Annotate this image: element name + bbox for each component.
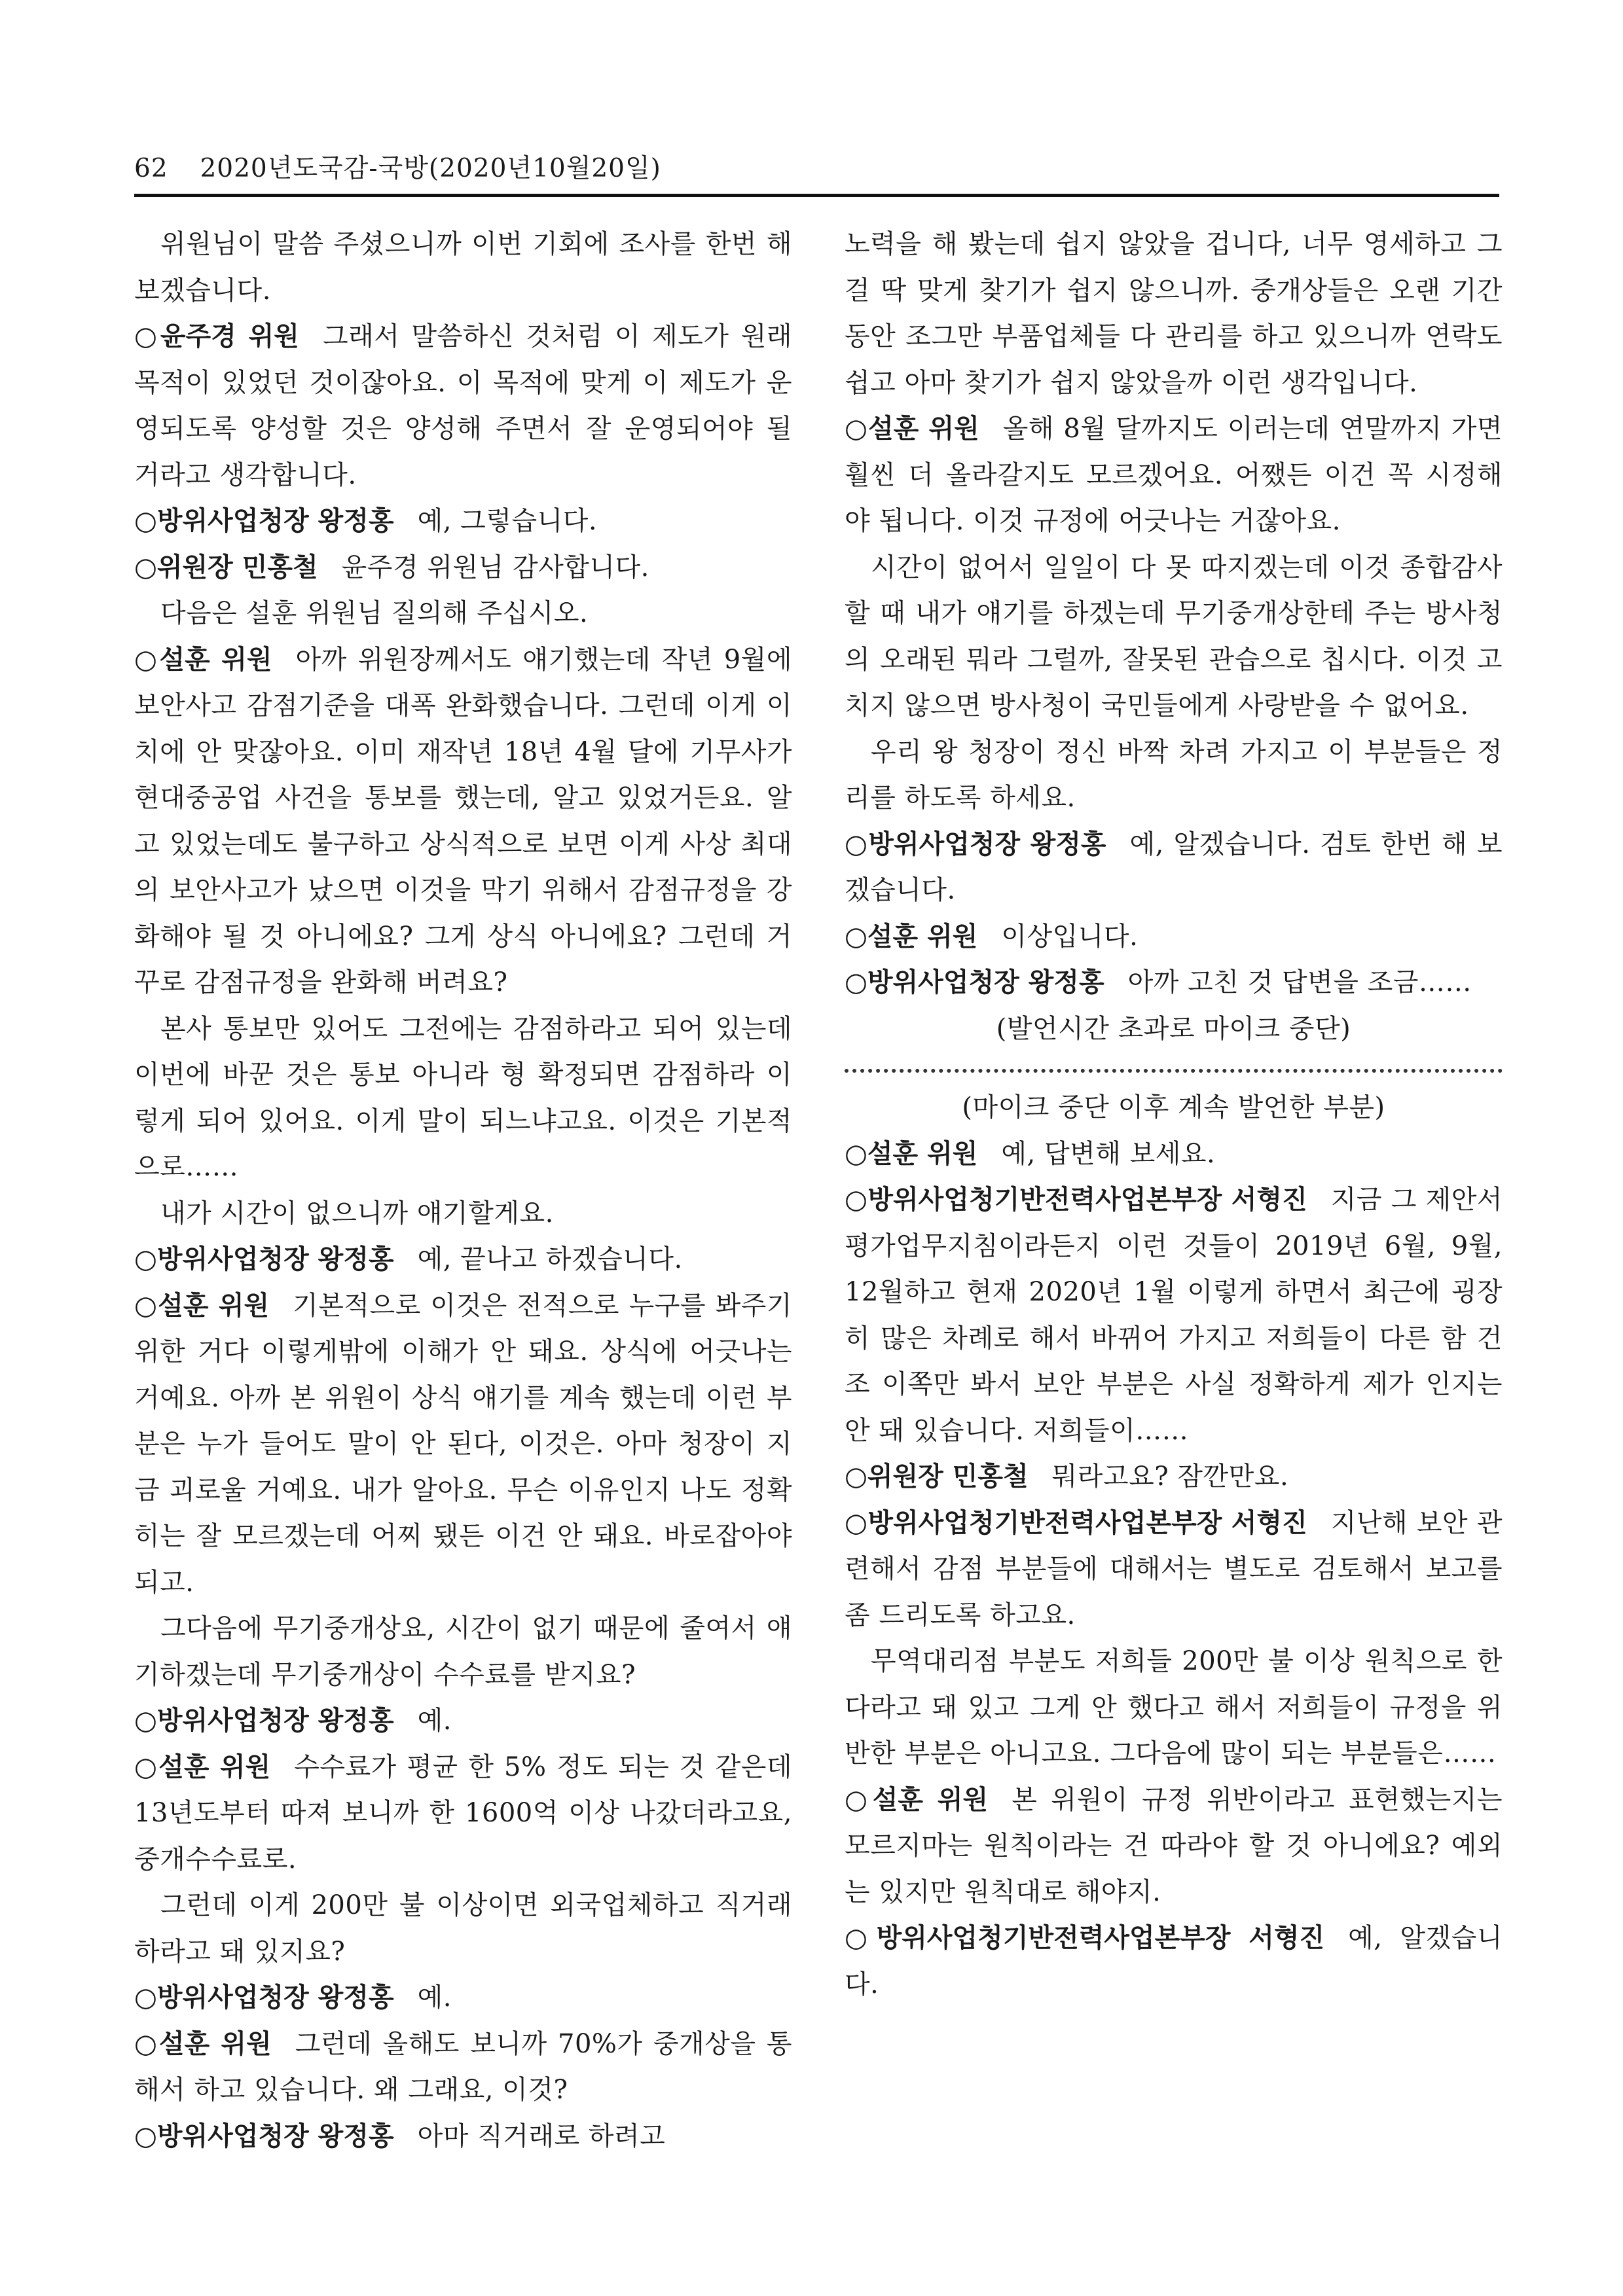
speech-paragraph xyxy=(845,1915,1503,2007)
speaker-name: ○설훈 위원 xyxy=(134,644,272,675)
speech-paragraph xyxy=(134,498,792,545)
left-column xyxy=(134,221,792,2159)
speech-text: 우리 왕 청장이 정신 바짝 차려 가지고 이 부분들은 정리를 하도록 하세요. xyxy=(845,736,1503,813)
speech-text: 다음은 설훈 위원님 질의해 주십시오. xyxy=(160,598,589,628)
dotted-divider xyxy=(845,1069,1503,1073)
speech-paragraph xyxy=(134,2021,792,2113)
speech-text: 수수료가 평균 한 5% 정도 되는 것 같은데 13년도부터 따져 보니까 한 1600억 이상 나갔더라고요, 중개수수료로. xyxy=(134,1751,793,1874)
speech-text: 지금 그 제안서 평가업무지침이라든지 이런 것들이 2019년 6월, 9월, 12월하고 현재 2020년 1월 이렇게 하면서 최근에 굉장히 많은 차례로 해서 바뀌어 가지고 저희들이 다른 함 건조 이쪽만 봐서 보안 부분은 사실 정확하게 제가 인지는 안 돼 있습니다. 저희들이…… xyxy=(845,1185,1503,1446)
speaker-name: ○방위사업청장 왕정홍 xyxy=(134,1982,394,2013)
speech-paragraph xyxy=(845,1500,1503,1639)
text-paragraph xyxy=(134,1882,792,1975)
speaker-name: ○방위사업청기반전력사업본부장 서형진 xyxy=(845,1185,1307,1215)
speech-text: 무역대리점 부분도 저희들 200만 불 이상 원칙으로 한다라고 돼 있고 그게 안 했다고 해서 저희들이 규정을 위반한 부분은 아니고요. 그다음에 많이 되는 부분들은…… xyxy=(845,1646,1503,1768)
speech-text: 본사 통보만 있어도 그전에는 감점하라고 되어 있는데 이번에 바꾼 것은 통보 아니라 형 확정되면 감점하라 이렇게 되어 있어요. 이게 말이 되느냐고요. 이것은 기본적으로…… xyxy=(134,1013,792,1182)
speech-paragraph xyxy=(845,1454,1503,1500)
speech-text: 아마 직거래로 하려고 xyxy=(417,2121,666,2151)
speech-text: 위원님이 말씀 주셨으니까 이번 기회에 조사를 한번 해 보겠습니다. xyxy=(134,229,792,306)
speech-paragraph xyxy=(845,914,1503,960)
speech-paragraph xyxy=(134,545,792,591)
speech-text: 뭐라고요? 잠깐만요. xyxy=(1051,1462,1289,1492)
speech-text: 아까 위원장께서도 얘기했는데 작년 9월에 보안사고 감점기준을 대폭 완화했습니다. 그런데 이게 이치에 안 맞잖아요. 이미 재작년 18년 4월 달에 기무사가 현대중공업 사건을 통보를 했는데, 알고 있었거든요. 알고 있었는데도 불구하고 상식적으로 보면 이게 사상 최대의 보안사고가 났으면 이것을 막기 위해서 감점규정을 강화해야 될 것 아니에요? 그게 상식 아니에요? 그런데 거꾸로 감점규정을 완화해 버려요? xyxy=(134,644,792,997)
speaker-name: ○설훈 위원 xyxy=(845,921,978,952)
text-paragraph xyxy=(134,1191,792,1237)
text-paragraph xyxy=(845,1638,1503,1777)
speech-text: 그다음에 무기중개상요, 시간이 없기 때문에 줄여서 얘기하겠는데 무기중개상이 수수료를 받지요? xyxy=(134,1613,792,1690)
speaker-name: ○설훈 위원 xyxy=(134,1290,270,1321)
speech-text: 아까 고친 것 답변을 조금…… xyxy=(1127,967,1472,997)
speaker-name: ○방위사업청장 왕정홍 xyxy=(845,967,1104,997)
speaker-name: ○방위사업청장 왕정홍 xyxy=(134,1244,394,1274)
speech-text: (마이크 중단 이후 계속 발언한 부분) xyxy=(962,1092,1385,1122)
speaker-name: ○방위사업청기반전력사업본부장 서형진 xyxy=(845,1507,1307,1538)
page-header xyxy=(134,149,1499,188)
speaker-name: ○설훈 위원 xyxy=(134,1751,271,1782)
speech-text: 내가 시간이 없으니까 얘기할게요. xyxy=(160,1198,554,1229)
speech-paragraph xyxy=(134,1744,792,1883)
speech-text: 시간이 없어서 일일이 다 못 따지겠는데 이것 종합감사 할 때 내가 얘기를 하겠는데 무기중개상한테 주는 방사청의 오래된 뭐라 그럴까, 잘못된 관습으로 칩시다. 이것 고치지 않으면 방사청이 국민들에게 사랑받을 수 없어요. xyxy=(845,552,1503,721)
speech-text: (발언시간 초과로 마이크 중단) xyxy=(996,1013,1351,1044)
text-paragraph xyxy=(845,545,1503,729)
speech-paragraph xyxy=(845,960,1503,1006)
text-paragraph xyxy=(845,221,1503,406)
speech-text: 예, 알겠습니다. 검토 한번 해 보겠습니다. xyxy=(845,829,1503,905)
speaker-name: ○윤주경 위원 xyxy=(134,321,299,351)
speaker-name: ○방위사업청기반전력사업본부장 서형진 xyxy=(845,1923,1325,1953)
right-column-after-rule xyxy=(845,1085,1503,2007)
speaker-name: ○설훈 위원 xyxy=(134,2028,272,2059)
speech-text: 예, 답변해 보세요. xyxy=(1001,1138,1216,1169)
document-title: 2020년도국감-국방(2020년10월20일) xyxy=(200,154,661,183)
speech-text: 예, 끝나고 하겠습니다. xyxy=(417,1244,683,1274)
speech-text: 예. xyxy=(417,1982,452,2013)
speech-paragraph xyxy=(845,1131,1503,1177)
speech-text: 지난해 보안 관련해서 감점 부분들에 대해서는 별도로 검토해서 보고를 좀 드리도록 하고요. xyxy=(845,1507,1503,1630)
speaker-name: ○위원장 민홍철 xyxy=(134,552,318,583)
speech-text: 예, 그렇습니다. xyxy=(417,506,598,536)
text-paragraph xyxy=(134,1605,792,1698)
speech-text: 그래서 말씀하신 것처럼 이 제도가 원래 목적이 있었던 것이잖아요. 이 목적에 맞게 이 제도가 운영되도록 양성할 것은 양성해 주면서 잘 운영되어야 될 거라고 생각합니다. xyxy=(134,321,792,490)
text-paragraph xyxy=(134,221,792,314)
speech-paragraph xyxy=(845,1777,1503,1916)
text-paragraph xyxy=(134,1006,792,1191)
speech-paragraph xyxy=(134,1975,792,2021)
header-rule xyxy=(134,194,1499,197)
page-number: 62 xyxy=(134,154,168,183)
speech-text: 그런데 올해도 보니까 70%가 중개상을 통해서 하고 있습니다. 왜 그래요, 이것? xyxy=(134,2028,792,2105)
speech-paragraph xyxy=(845,406,1503,545)
speaker-name: ○설훈 위원 xyxy=(845,1784,989,1815)
speech-text: 기본적으로 이것은 전적으로 누구를 봐주기 위한 거다 이렇게밖에 이해가 안 돼요. 상식에 어긋나는 거예요. 아까 본 위원이 상식 얘기를 계속 했는데 이런 부분은 누가 들어도 말이 안 된다, 이것은. 아마 청장이 지금 괴로울 거예요. 내가 알아요. 무슨 이유인지 나도 정확히는 잘 모르겠는데 어찌 됐든 이건 안 돼요. 바로잡아야 되고. xyxy=(134,1290,792,1598)
speech-text: 올해 8월 달까지도 이러는데 연말까지 가면 훨씬 더 올라갈지도 모르겠어요. 어쨌든 이건 꼭 시정해야 됩니다. 이것 규정에 어긋나는 거잖아요. xyxy=(845,414,1503,536)
speech-paragraph xyxy=(134,1698,792,1744)
speaker-name: ○방위사업청장 왕정홍 xyxy=(134,1706,394,1736)
speech-paragraph xyxy=(134,637,792,1006)
speaker-name: ○설훈 위원 xyxy=(845,414,979,444)
text-paragraph xyxy=(845,729,1503,821)
speaker-name: ○방위사업청장 왕정홍 xyxy=(845,829,1106,859)
speech-paragraph xyxy=(134,1283,792,1606)
speaker-name: ○설훈 위원 xyxy=(845,1138,978,1169)
speaker-name: ○위원장 민홍철 xyxy=(845,1462,1029,1492)
speech-text: 윤주경 위원님 감사합니다. xyxy=(341,552,649,583)
stage-note xyxy=(845,1085,1503,1131)
speech-text: 이상입니다. xyxy=(1001,921,1139,952)
speech-paragraph xyxy=(134,314,792,498)
right-column-before-rule xyxy=(845,221,1503,1052)
speaker-name: ○방위사업청장 왕정홍 xyxy=(134,2121,394,2151)
speech-paragraph xyxy=(134,2113,792,2160)
speaker-name: ○방위사업청장 왕정홍 xyxy=(134,506,394,536)
stage-note xyxy=(845,1006,1503,1052)
speech-text: 그런데 이게 200만 불 이상이면 외국업체하고 직거래하라고 돼 있지요? xyxy=(134,1890,792,1967)
speech-paragraph xyxy=(845,1177,1503,1454)
speech-text: 본 위원이 규정 위반이라고 표현했는지는 모르지마는 원칙이라는 건 따라야 할 것 아니에요? 예외는 있지만 원칙대로 해야지. xyxy=(845,1784,1503,1907)
speech-text: 예, 알겠습니다. xyxy=(845,1923,1503,2000)
speech-paragraph xyxy=(845,821,1503,914)
speech-text: 예. xyxy=(417,1706,452,1736)
text-paragraph xyxy=(134,590,792,637)
right-column xyxy=(845,221,1503,2007)
speech-text: 노력을 해 봤는데 쉽지 않았을 겁니다, 너무 영세하고 그걸 딱 맞게 찾기가 쉽지 않으니까. 중개상들은 오랜 기간 동안 조그만 부품업체들 다 관리를 하고 있으니까 연락도 쉽고 아마 찾기가 쉽지 않았을까 이런 생각입니다. xyxy=(845,229,1503,398)
speech-paragraph xyxy=(134,1236,792,1283)
